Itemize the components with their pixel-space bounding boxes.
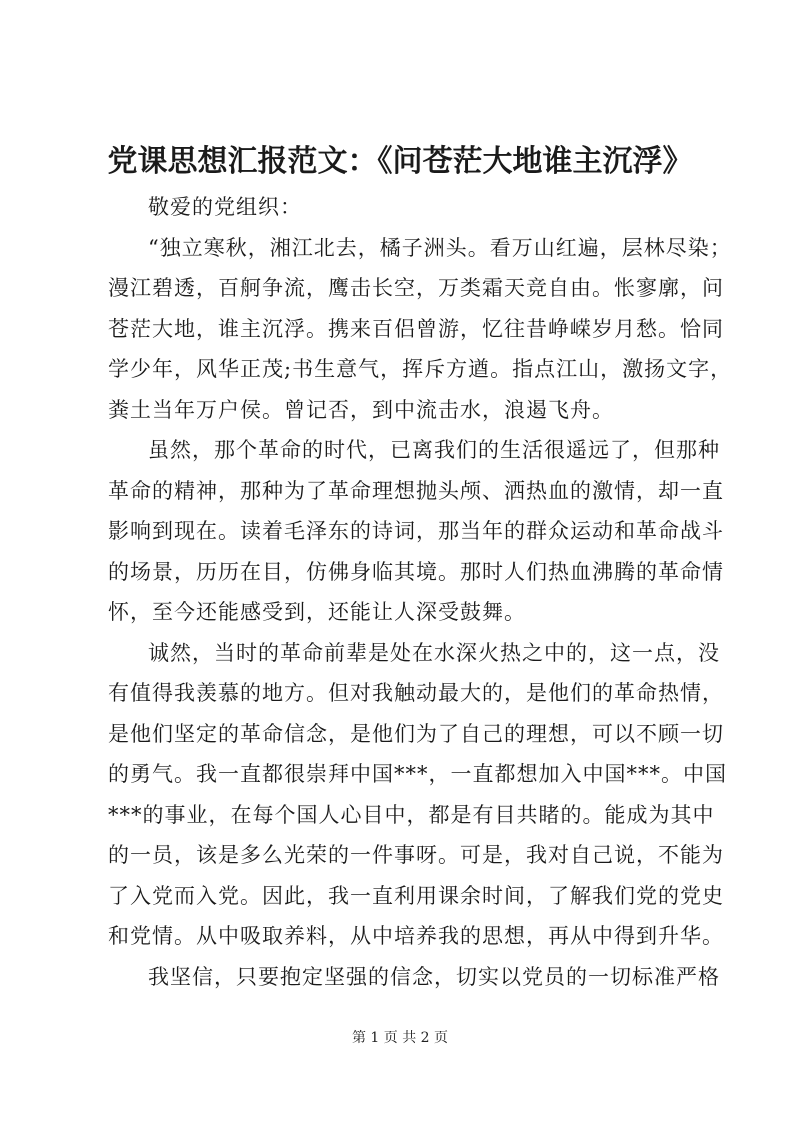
paragraph-line: “独立寒秋，湘江北去，橘子洲头。看万山红遍，层林尽染； xyxy=(148,235,732,260)
paragraph-line: 怀，至今还能感受到，还能让人深受鼓舞。 xyxy=(108,600,526,624)
paragraph-line: 的勇气。我一直都很崇拜中国***，一直都想加入中国***。中国 xyxy=(108,762,727,786)
paragraph-line: 诚然，当时的革命前辈是处在水深火热之中的，这一点，没 xyxy=(148,640,720,665)
document-title: 党课思想汇报范文：《问苍茫大地谁主沉浮》 xyxy=(107,144,693,179)
paragraph-line: 的场景，历历在目，仿佛身临其境。那时人们热血沸腾的革命情 xyxy=(108,559,724,584)
paragraph-line: 的一员，该是多么光荣的一件事呀。可是，我对自己说，不能为 xyxy=(108,843,724,867)
paragraph-line: 和党情。从中吸取养料，从中培养我的思想，再从中得到升华。 xyxy=(108,924,724,948)
paragraph-line: 漫江碧透，百舸争流，鹰击长空，万类霜天竞自由。怅寥廓，问 xyxy=(108,276,724,300)
paragraph xyxy=(108,430,724,633)
paragraph-line: 苍茫大地，谁主沉浮。携来百侣曾游，忆往昔峥嵘岁月愁。恰同 xyxy=(108,316,724,341)
paragraph-line: ***的事业，在每个国人心目中，都是有目共睹的。能成为其中 xyxy=(108,802,715,827)
paragraph-line: 有值得我羡慕的地方。但对我触动最大的，是他们的革命热情， xyxy=(108,681,724,705)
page-number: 第 1 页 共 2 页 xyxy=(351,1030,449,1046)
paragraph-line: 粪土当年万户侯。曾记否，到中流击水，浪遏飞舟。 xyxy=(108,397,614,422)
paragraph xyxy=(108,957,720,998)
paragraph-line: 影响到现在。读着毛泽东的诗词，那当年的群众运动和革命战斗 xyxy=(108,519,724,543)
paragraph-line: 是他们坚定的革命信念，是他们为了自己的理想，可以不顾一切 xyxy=(108,721,724,746)
paragraph-line: 革命的精神，那种为了革命理想抛头颅、洒热血的激情，却一直 xyxy=(108,478,724,503)
paragraph-line: 学少年，风华正茂;书生意气，挥斥方遒。指点江山，激扬文字， xyxy=(108,357,733,381)
document-body xyxy=(108,187,733,997)
paragraph-line: 我坚信，只要抱定坚强的信念，切实以党员的一切标准严格 xyxy=(148,964,720,989)
paragraph-line: 了入党而入党。因此，我一直利用课余时间，了解我们党的党史 xyxy=(108,883,724,908)
paragraph xyxy=(108,633,727,957)
salutation: 敬爱的党组织： xyxy=(148,195,302,219)
paragraph-line: 虽然，那个革命的时代，已离我们的生活很遥远了，但那种 xyxy=(148,438,720,462)
paragraph xyxy=(108,228,733,431)
